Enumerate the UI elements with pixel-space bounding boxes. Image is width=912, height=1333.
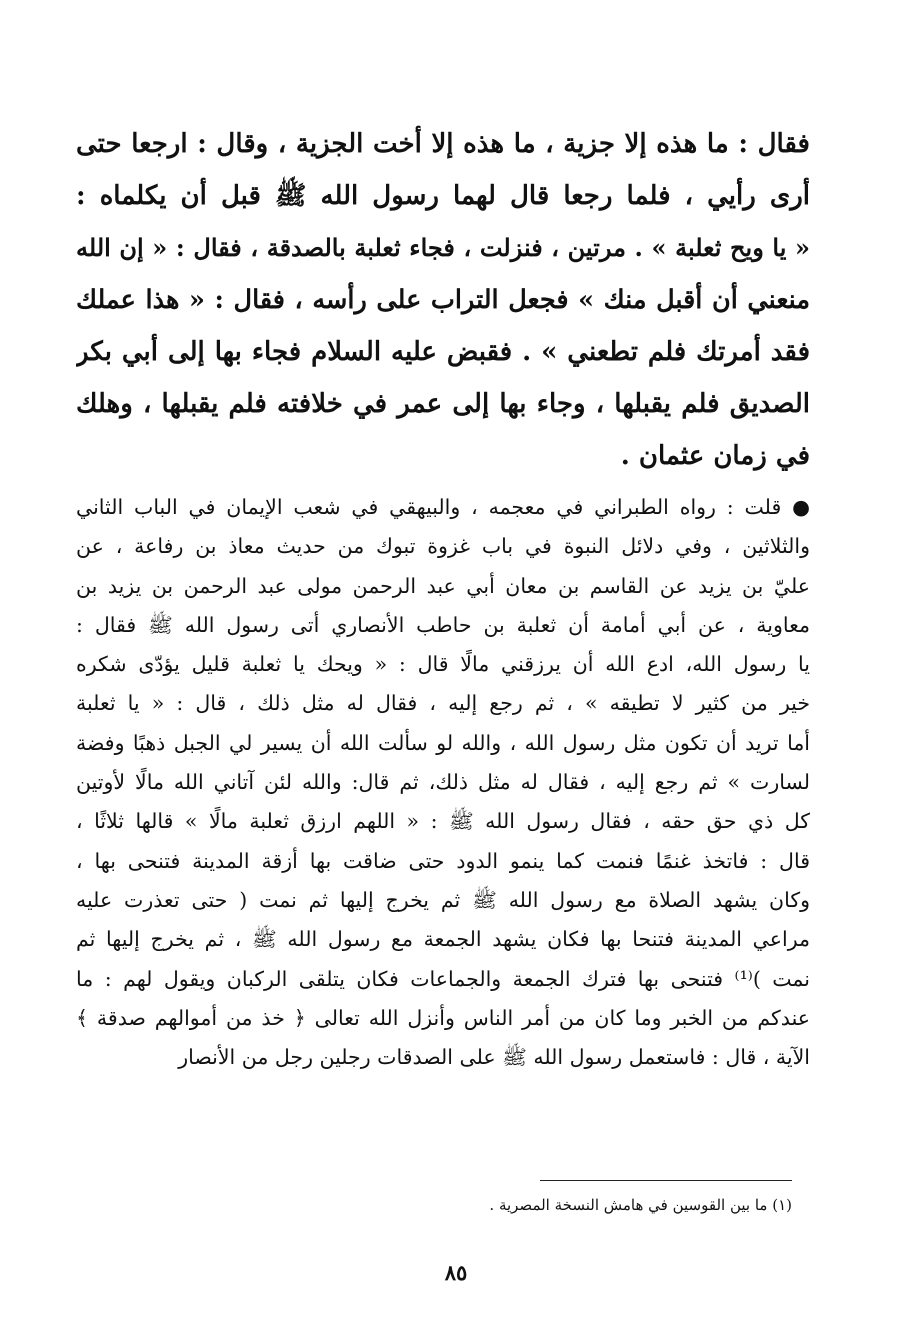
hadith-line: « يا ويح ثعلبة » . مرتين ، فنزلت ، فجاء ثعلبة بالصدقة ، فقال : « إن الله [76,233,810,262]
commentary-line: كل ذي حق حقه ، فقال رسول الله ﷺ : « اللهم ارزق ثعلبة مالًا » قالها ثلاثًا ، [76,809,810,834]
hadith-line: الصديق فلم يقبلها ، وجاء بها إلى عمر في خلافته فلم يقبلها ، وهلك [76,389,810,419]
commentary-line: معاوية ، عن أبي أمامة أن ثعلبة بن حاطب الأنصاري أتى رسول الله ﷺ فقال : [76,612,810,637]
commentary-line: عليّ بن يزيد عن القاسم بن معان أبي عبد الرحمن مولى عبد الرحمن بن يزيد بن [76,573,810,598]
commentary-line: ● قلت : رواه الطبراني في معجمه ، والبيهقي في شعب الإيمان في الباب الثاني [76,495,810,519]
footnote-separator [540,1180,792,1181]
commentary-line: يا رسول الله، ادع الله أن يرزقني مالًا قال : « ويحك يا ثعلبة قليل يؤدّى شكره [76,652,810,677]
commentary-line: خير من كثير لا تطيقه » ، ثم رجع إليه ، فقال له مثل ذلك ، قال : « يا ثعلبة [76,691,810,716]
commentary-line: الآية ، قال : فاستعمل رسول الله ﷺ على الصدقات رجلين رجل من الأنصار [178,1045,810,1070]
hadith-line: فقال : ما هذه إلا جزية ، ما هذه إلا أخت الجزية ، وقال : ارجعا حتى [76,129,810,159]
hadith-line: منعني أن أقبل منك » فجعل التراب على رأسه ، فقال : « هذا عملك [76,285,810,315]
commentary-line: عندكم من الخبر وما كان من أمر الناس وأنزل الله تعالى ﴿ خذ من أموالهم صدقة ﴾ [76,1005,810,1030]
commentary-line: نمت )⁽¹⁾ فتنحى بها فترك الجمعة والجماعات فكان يتلقى الركبان ويقول لهم : ما [76,966,810,991]
hadith-line: في زمان عثمان . [620,441,810,471]
commentary-line: قال : فاتخذ غنمًا فنمت كما ينمو الدود حتى ضاقت بها أزقة المدينة فتنحى بها ، [76,848,810,873]
hadith-paragraph [76,118,810,482]
footnote: (١) ما بين القوسين في هامش النسخة المصرية . [489,1196,792,1214]
hadith-line: فقد أمرتك فلم تطعني » . فقبض عليه السلام فجاء بها إلى أبي بكر [76,337,810,367]
commentary-line: وكان يشهد الصلاة مع رسول الله ﷺ ثم يخرج إليها ثم نمت ( حتى تعذرت عليه [76,887,810,912]
page-number: ٨٥ [444,1260,468,1285]
commentary-line: أما تريد أن تكون مثل رسول الله ، والله لو سألت الله أن يسير لي الجبل ذهبًا وفضة [76,730,810,755]
commentary-paragraph [76,488,810,1077]
commentary-line: والثلاثين ، وفي دلائل النبوة في باب غزوة تبوك من حديث معاذ بن رفاعة ، عن [76,534,810,559]
commentary-line: لسارت » ثم رجع إليه ، فقال له مثل ذلك، ثم قال: والله لئن آتاني الله مالًا لأوتين [76,770,810,795]
commentary-line: مراعي المدينة فتنحا بها فكان يشهد الجمعة مع رسول الله ﷺ ، ثم يخرج إليها ثم [76,927,810,952]
hadith-line: أرى رأيي ، فلما رجعا قال لهما رسول الله ﷺ قبل أن يكلماه : [76,181,810,211]
